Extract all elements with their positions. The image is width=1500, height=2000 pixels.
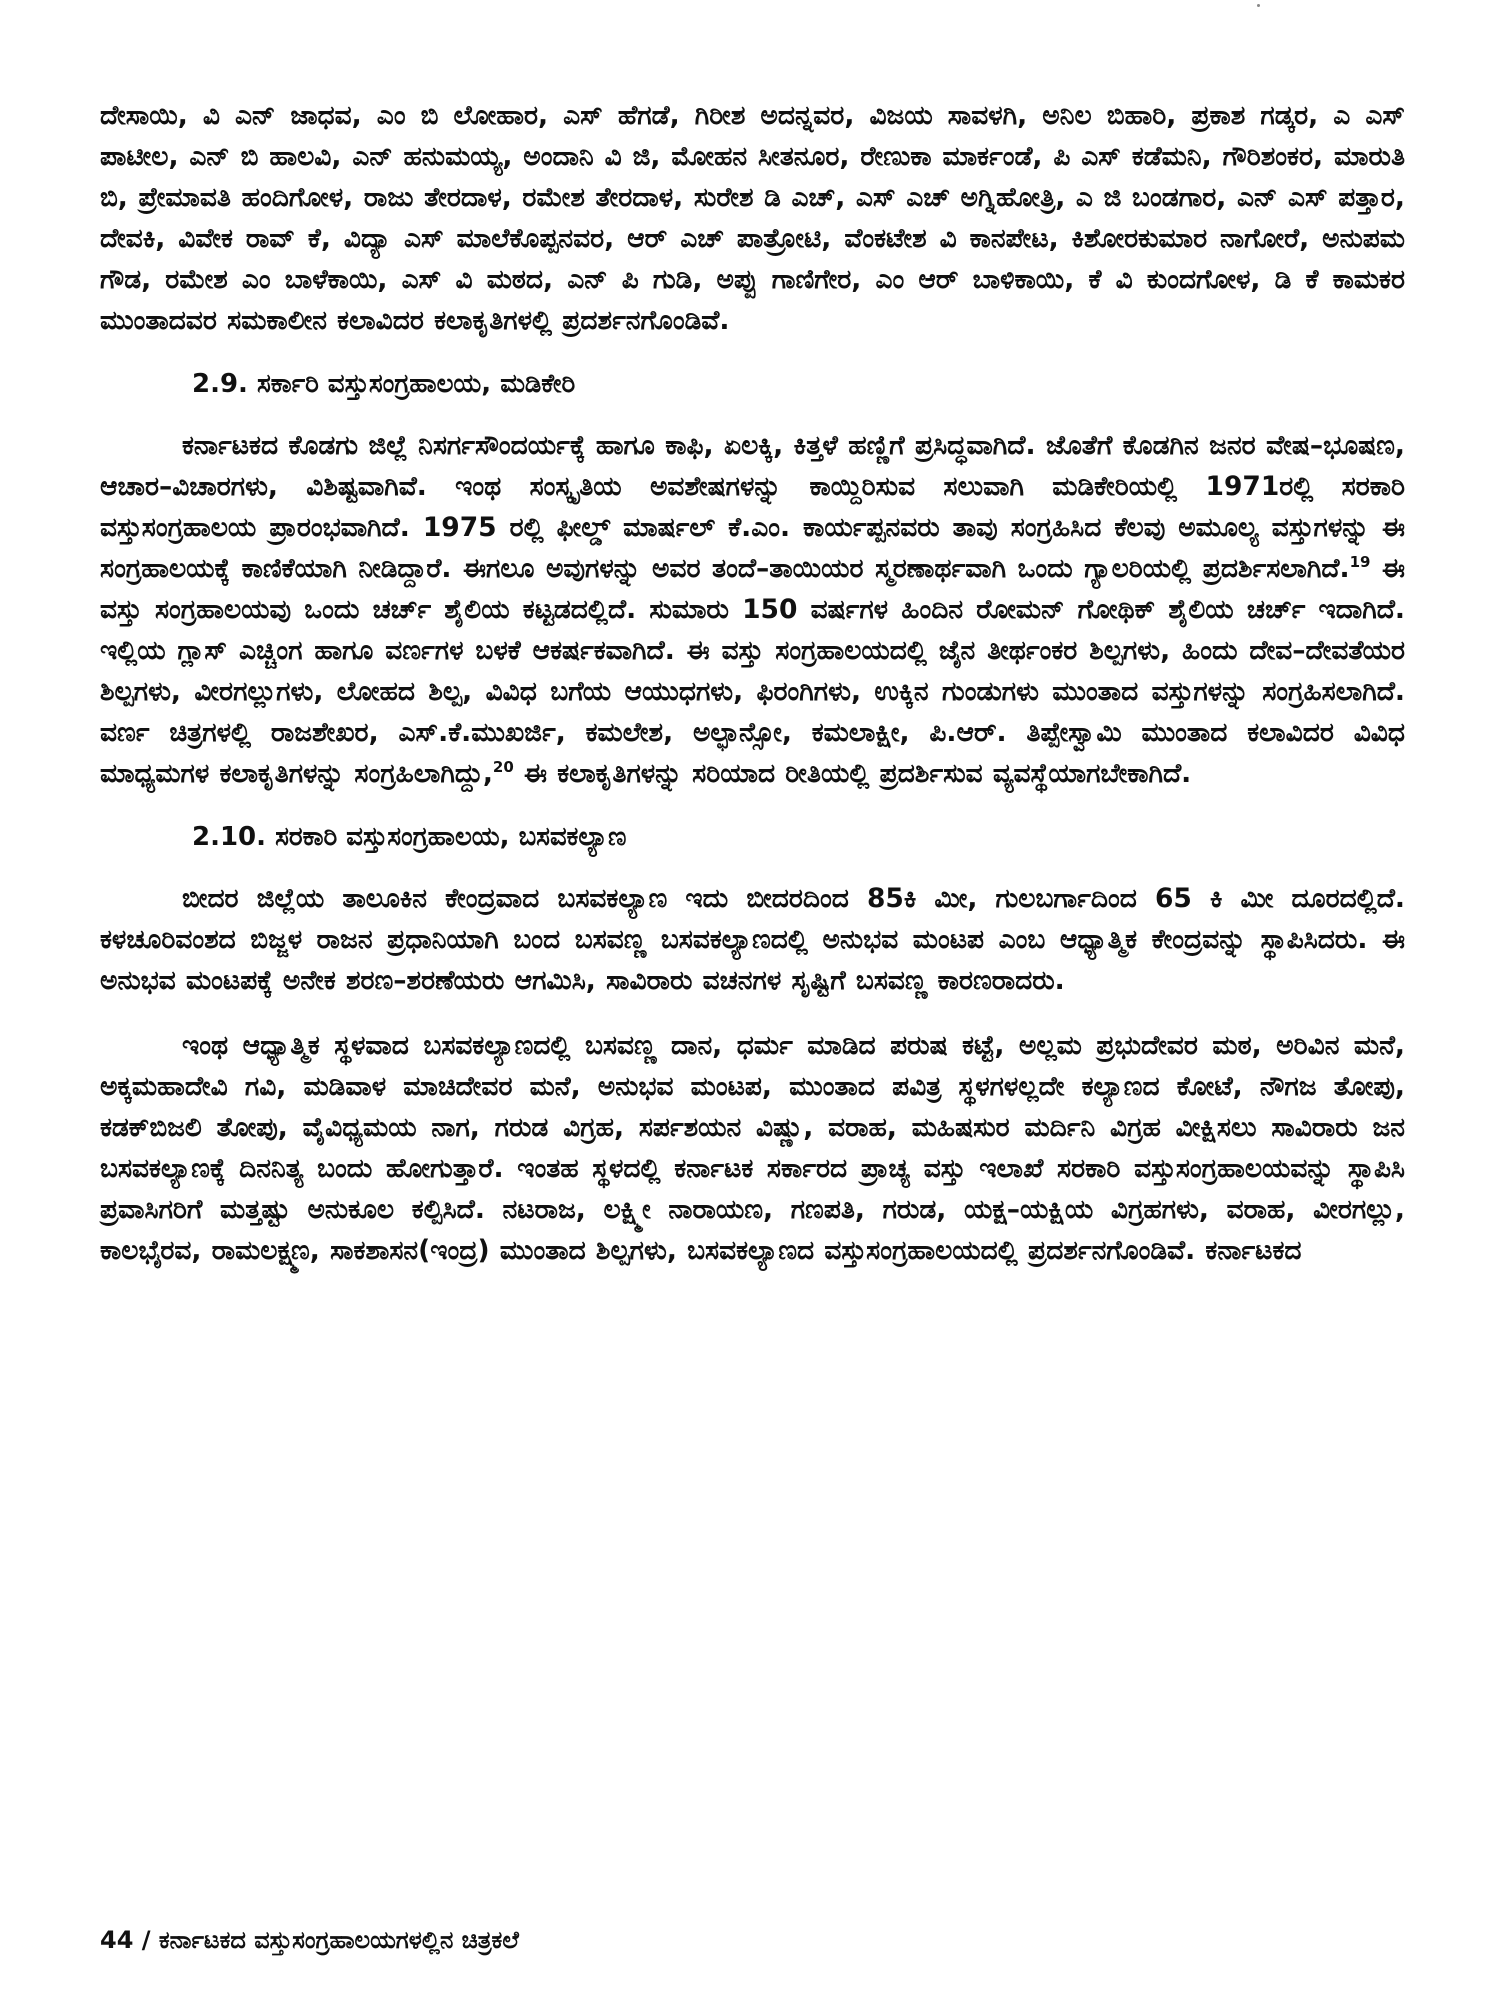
intro-paragraph: ದೇಸಾಯಿ, ವಿ ಎನ್ ಜಾಧವ, ಎಂ ಬಿ ಲೋಹಾರ, ಎಸ್ ಹೆಗಡೆ, ಗಿರೀಶ ಅದನ್ನವರ, ವಿಜಯ ಸಾವಳಗಿ, ಅನಿಲ ಬಿಹಾರಿ, ಪ್ರಕಾಶ ಗಡ್ಕರ, ಎ ಎಸ್ ಪಾಟೀಲ, ಎನ್ ಬಿ ಹಾಲವಿ, ಎನ್ ಹನುಮಯ್ಯ, ಅಂದಾನಿ ವಿ ಜಿ, ಮೋಹನ ಸೀತನೂರ, ರೇಣುಕಾ ಮಾರ್ಕಂಡೆ, ಪಿ ಎಸ್ ಕಡೆಮನಿ, ಗೌರಿಶಂಕರ, ಮಾರುತಿ ಬಿ, ಪ್ರೇಮಾವತಿ ಹಂದಿಗೋಳ, ರಾಜು ತೇರದಾಳ, ರಮೇಶ ತೇರದಾಳ, ಸುರೇಶ ಡಿ ಎಚ್, ಎಸ್ ಎಚ್ ಅಗ್ನಿಹೋತ್ರಿ, ಎ ಜಿ ಬಂಡಗಾರ, ಎನ್ ಎಸ್ ಪತ್ತಾರ, ದೇವಕಿ, ವಿವೇಕ ರಾವ್ ಕೆ, ವಿದ್ಯಾ ಎಸ್ ಮಾಲೆಕೊಪ್ಪನವರ, ಆರ್ ಎಚ್ ಪಾತ್ರೋಟಿ, ವೆಂಕಟೇಶ ವಿ ಕಾನಪೇಟ, ಕಿಶೋರಕುಮಾರ ನಾಗೋರೆ, ಅನುಪಮ ಗೌಡ, ರಮೇಶ ಎಂ ಬಾಳೆಕಾಯಿ, ಎಸ್ ವಿ ಮಠದ, ಎನ್ ಪಿ ಗುಡಿ, ಅಪ್ಪು ಗಾಣಿಗೇರ, ಎಂ ಆರ್ ಬಾಳಿಕಾಯಿ, ಕೆ ವಿ ಕುಂದಗೋಳ, ಡಿ ಕೆ ಕಾಮಕರ ಮುಂತಾದವರ ಸಮಕಾಲೀನ ಕಲಾವಿದರ ಕಲಾಕೃತಿಗಳಲ್ಲಿ ಪ್ರದರ್ಶನಗೊಂಡಿವೆ.	[100, 100, 1405, 336]
section-heading-madikeri: 2.9. ಸರ್ಕಾರಿ ವಸ್ತುಸಂಗ್ರಹಾಲಯ, ಮಡಿಕೇರಿ	[192, 369, 576, 399]
page-footer: 44 / ಕರ್ನಾಟಕದ ವಸ್ತುಸಂಗ್ರಹಾಲಯಗಳಲ್ಲಿನ ಚಿತ್ರಕಲೆ	[100, 1926, 519, 1954]
madikeri-text-part2: ಈ ವಸ್ತು ಸಂಗ್ರಹಾಲಯವು ಒಂದು ಚರ್ಚ್ ಶೈಲಿಯ ಕಟ್ಟಡದಲ್ಲಿದೆ. ಸುಮಾರು 150 ವರ್ಷಗಳ ಹಿಂದಿನ ರೋಮನ್ ಗೋಥಿಕ್ ಶೈಲಿಯ ಚರ್ಚ್ ಇದಾಗಿದೆ. ಇಲ್ಲಿಯ ಗ್ಲಾಸ್ ಎಚ್ಚಿಂಗ ಹಾಗೂ ವರ್ಣಗಳ ಬಳಕೆ ಆಕರ್ಷಕವಾಗಿದೆ. ಈ ವಸ್ತು ಸಂಗ್ರಹಾಲಯದಲ್ಲಿ ಜೈನ ತೀರ್ಥಂಕರ ಶಿಲ್ಪಗಳು, ಹಿಂದು ದೇವ–ದೇವತೆಯರ ಶಿಲ್ಪಗಳು, ವೀರಗಲ್ಲುಗಳು, ಲೋಹದ ಶಿಲ್ಪ, ವಿವಿಧ ಬಗೆಯ ಆಯುಧಗಳು, ಫಿರಂಗಿಗಳು, ಉಕ್ಕಿನ ಗುಂಡುಗಳು ಮುಂತಾದ ವಸ್ತುಗಳನ್ನು ಸಂಗ್ರಹಿಸಲಾಗಿದೆ. ವರ್ಣ ಚಿತ್ರಗಳಲ್ಲಿ ರಾಜಶೇಖರ, ಎಸ್.ಕೆ.ಮುಖರ್ಜಿ, ಕಮಲೇಶ, ಅಲ್ಫಾನ್ಸೋ, ಕಮಲಾಕ್ಷೀ, ಪಿ.ಆರ್. ತಿಪ್ಪೇಸ್ವಾಮಿ ಮುಂತಾದ ಕಲಾವಿದರ ವಿವಿಧ ಮಾಧ್ಯಮಗಳ ಕಲಾಕೃತಿಗಳನ್ನು ಸಂಗ್ರಹಿಲಾಗಿದ್ದು,	[100, 553, 1405, 789]
scan-speck	[1257, 4, 1260, 7]
section-heading-basavakalyana: 2.10. ಸರಕಾರಿ ವಸ್ತುಸಂಗ್ರಹಾಲಯ, ಬಸವಕಲ್ಯಾಣ	[192, 822, 627, 852]
basavakalyana-paragraph-1: ಬೀದರ ಜಿಲ್ಲೆಯ ತಾಲೂಕಿನ ಕೇಂದ್ರವಾದ ಬಸವಕಲ್ಯಾಣ ಇದು ಬೀದರದಿಂದ 85ಕಿ ಮೀ, ಗುಲಬರ್ಗಾದಿಂದ 65 ಕಿ ಮೀ ದೂರದಲ್ಲಿದೆ. ಕಳಚೂರಿವಂಶದ ಬಿಜ್ಜಳ ರಾಜನ ಪ್ರಧಾನಿಯಾಗಿ ಬಂದ ಬಸವಣ್ಣ ಬಸವಕಲ್ಯಾಣದಲ್ಲಿ ಅನುಭವ ಮಂಟಪ ಎಂಬ ಆಧ್ಯಾತ್ಮಿಕ ಕೇಂದ್ರವನ್ನು ಸ್ಥಾಪಿಸಿದರು. ಈ ಅನುಭವ ಮಂಟಪಕ್ಕೆ ಅನೇಕ ಶರಣ–ಶರಣೆಯರು ಆಗಮಿಸಿ, ಸಾವಿರಾರು ವಚನಗಳ ಸೃಷ್ಟಿಗೆ ಬಸವಣ್ಣ ಕಾರಣರಾದರು.	[100, 883, 1405, 996]
madikeri-paragraph	[100, 425, 1405, 794]
madikeri-text-part3: ಈ ಕಲಾಕೃತಿಗಳನ್ನು ಸರಿಯಾದ ರೀತಿಯಲ್ಲಿ ಪ್ರದರ್ಶಿಸುವ ವ್ಯವಸ್ಥೆಯಾಗಬೇಕಾಗಿದೆ.	[513, 758, 1192, 789]
footnote-marker-19: 19	[1349, 553, 1371, 572]
basavakalyana-paragraph-2: ಇಂಥ ಆಧ್ಯಾತ್ಮಿಕ ಸ್ಥಳವಾದ ಬಸವಕಲ್ಯಾಣದಲ್ಲಿ ಬಸವಣ್ಣ ದಾನ, ಧರ್ಮ ಮಾಡಿದ ಪರುಷ ಕಟ್ಟೆ, ಅಲ್ಲಮ ಪ್ರಭುದೇವರ ಮಠ, ಅರಿವಿನ ಮನೆ, ಅಕ್ಕಮಹಾದೇವಿ ಗವಿ, ಮಡಿವಾಳ ಮಾಚಿದೇವರ ಮನೆ, ಅನುಭವ ಮಂಟಪ, ಮುಂತಾದ ಪವಿತ್ರ ಸ್ಥಳಗಳಲ್ಲದೇ ಕಲ್ಯಾಣದ ಕೋಟೆ, ನೌಗಜ ತೋಪು, ಕಡಕ್‌ಬಿಜಲಿ ತೋಪು, ವೈವಿಧ್ಯಮಯ ನಾಗ, ಗರುಡ ವಿಗ್ರಹ, ಸರ್ಪಶಯನ ವಿಷ್ಣು, ವರಾಹ, ಮಹಿಷಸುರ ಮರ್ದಿನಿ ವಿಗ್ರಹ ವೀಕ್ಷಿಸಲು ಸಾವಿರಾರು ಜನ ಬಸವಕಲ್ಯಾಣಕ್ಕೆ ದಿನನಿತ್ಯ ಬಂದು ಹೋಗುತ್ತಾರೆ. ಇಂತಹ ಸ್ಥಳದಲ್ಲಿ ಕರ್ನಾಟಕ ಸರ್ಕಾರದ ಪ್ರಾಚ್ಯ ವಸ್ತು ಇಲಾಖೆ ಸರಕಾರಿ ವಸ್ತುಸಂಗ್ರಹಾಲಯವನ್ನು ಸ್ಥಾಪಿಸಿ ಪ್ರವಾಸಿಗರಿಗೆ ಮತ್ತಷ್ಟು ಅನುಕೂಲ ಕಲ್ಪಿಸಿದೆ. ನಟರಾಜ, ಲಕ್ಷ್ಮೀ ನಾರಾಯಣ, ಗಣಪತಿ, ಗರುಡ, ಯಕ್ಷ–ಯಕ್ಷಿಯ ವಿಗ್ರಹಗಳು, ವರಾಹ, ವೀರಗಲ್ಲು, ಕಾಲಭೈರವ, ರಾಮಲಕ್ಷ್ಮಣ, ಸಾಕಶಾಸನ(ಇಂದ್ರ) ಮುಂತಾದ ಶಿಲ್ಪಗಳು, ಬಸವಕಲ್ಯಾಣದ ವಸ್ತುಸಂಗ್ರಹಾಲಯದಲ್ಲಿ ಪ್ರದರ್ಶನಗೊಂಡಿವೆ. ಕರ್ನಾಟಕದ	[100, 1030, 1405, 1266]
page-body	[100, 95, 1405, 1271]
madikeri-text-part1: ಕರ್ನಾಟಕದ ಕೊಡಗು ಜಿಲ್ಲೆ ನಿಸರ್ಗಸೌಂದರ್ಯಕ್ಕೆ ಹಾಗೂ ಕಾಫಿ, ಏಲಕ್ಕಿ, ಕಿತ್ತಳೆ ಹಣ್ಣಿಗೆ ಪ್ರಸಿದ್ಧವಾಗಿದೆ. ಜೊತೆಗೆ ಕೊಡಗಿನ ಜನರ ವೇಷ–ಭೂಷಣ, ಆಚಾರ–ವಿಚಾರಗಳು, ವಿಶಿಷ್ಟವಾಗಿವೆ. ಇಂಥ ಸಂಸ್ಕೃತಿಯ ಅವಶೇಷಗಳನ್ನು ಕಾಯ್ದಿರಿಸುವ ಸಲುವಾಗಿ ಮಡಿಕೇರಿಯಲ್ಲಿ 1971ರಲ್ಲಿ ಸರಕಾರಿ ವಸ್ತುಸಂಗ್ರಹಾಲಯ ಪ್ರಾರಂಭವಾಗಿದೆ. 1975 ರಲ್ಲಿ ಫೀಲ್ಡ್ ಮಾರ್ಷಲ್ ಕೆ.ಎಂ. ಕಾರ್ಯಪ್ಪನವರು ತಾವು ಸಂಗ್ರಹಿಸಿದ ಕೆಲವು ಅಮೂಲ್ಯ ವಸ್ತುಗಳನ್ನು ಈ ಸಂಗ್ರಹಾಲಯಕ್ಕೆ ಕಾಣಿಕೆಯಾಗಿ ನೀಡಿದ್ದಾರೆ. ಈಗಲೂ ಅವುಗಳನ್ನು ಅವರ ತಂದೆ–ತಾಯಿಯರ ಸ್ಮರಣಾರ್ಥವಾಗಿ ಒಂದು ಗ್ಯಾಲರಿಯಲ್ಲಿ ಪ್ರದರ್ಶಿಸಲಾಗಿದೆ.	[100, 430, 1405, 584]
footnote-marker-20: 20	[492, 758, 514, 777]
